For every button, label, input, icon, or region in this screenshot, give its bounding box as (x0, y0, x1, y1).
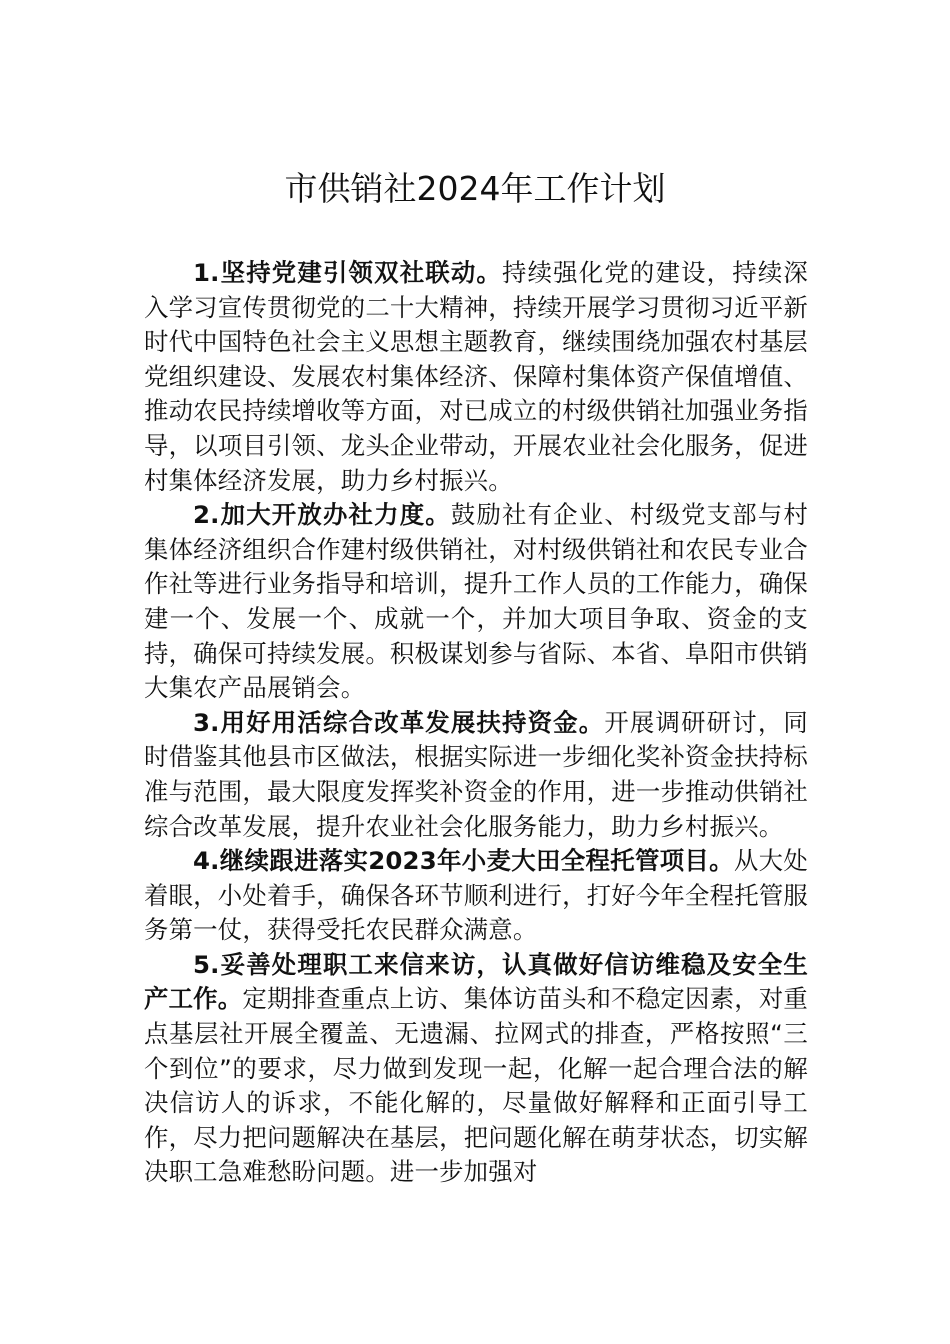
paragraph-5 (144, 948, 808, 1190)
paragraph-1 (144, 256, 808, 498)
paragraph-2-heading: 2.加大开放办社力度。 (193, 500, 451, 530)
paragraph-3-heading: 3.用好用活综合改革发展扶持资金。 (193, 707, 605, 737)
paragraph-4-text: 从大处着眼，小处着手，确保各环节顺利进行，打好今年全程托管服务第一仗，获得受托农民群众满意。 (144, 846, 808, 945)
paragraph-4-heading: 4.继续跟进落实2023年小麦大田全程托管项目。 (193, 846, 734, 876)
paragraph-5-text: 定期排查重点上访、集体访苗头和不稳定因素，对重点基层社开展全覆盖、无遗漏、拉网式的排查，严格按照“三个到位”的要求，尽力做到发现一起，化解一起合理合法的解决信访人的诉求，不能化解的，尽量做好解释和正面引导工作，尽力把问题解决在基层，把问题化解在萌芽状态，切实解决职工急难愁盼问题。进一步加强对 (144, 984, 808, 1187)
paragraph-3-text: 开展调研研讨，同时借鉴其他县市区做法，根据实际进一步细化奖补资金扶持标准与范围，最大限度发挥奖补资金的作用，进一步推动供销社综合改革发展，提升农业社会化服务能力，助力乡村振兴。 (144, 707, 808, 841)
paragraph-1-heading: 1.坚持党建引领双社联动。 (193, 258, 503, 287)
document-body (144, 256, 808, 1190)
paragraph-2 (144, 498, 808, 706)
paragraph-4 (144, 844, 808, 948)
paragraph-3 (144, 706, 808, 844)
document-title: 市供销社2024年工作计划 (284, 169, 666, 208)
paragraph-5-heading: 5.妥善处理职工来信来访，认真做好信访维稳及安全生产工作。 (144, 949, 808, 1014)
paragraph-1-text: 持续强化党的建设，持续深入学习宣传贯彻党的二十大精神，持续开展学习贯彻习近平新时代中国特色社会主义思想主题教育，继续围绕加强农村基层党组织建设、发展农村集体经济、保障村集体资产保值增值、推动农民持续增收等方面，对已成立的村级供销社加强业务指导，以项目引领、龙头企业带动，开展农业社会化服务，促进村集体经济发展，助力乡村振兴。 (144, 258, 808, 495)
paragraph-2-text: 鼓励社有企业、村级党支部与村集体经济组织合作建村级供销社，对村级供销社和农民专业合作社等进行业务指导和培训，提升工作人员的工作能力，确保建一个、发展一个、成就一个，并加大项目争取、资金的支持，确保可持续发展。积极谋划参与省际、本省、阜阳市供销大集农产品展销会。 (144, 500, 808, 703)
